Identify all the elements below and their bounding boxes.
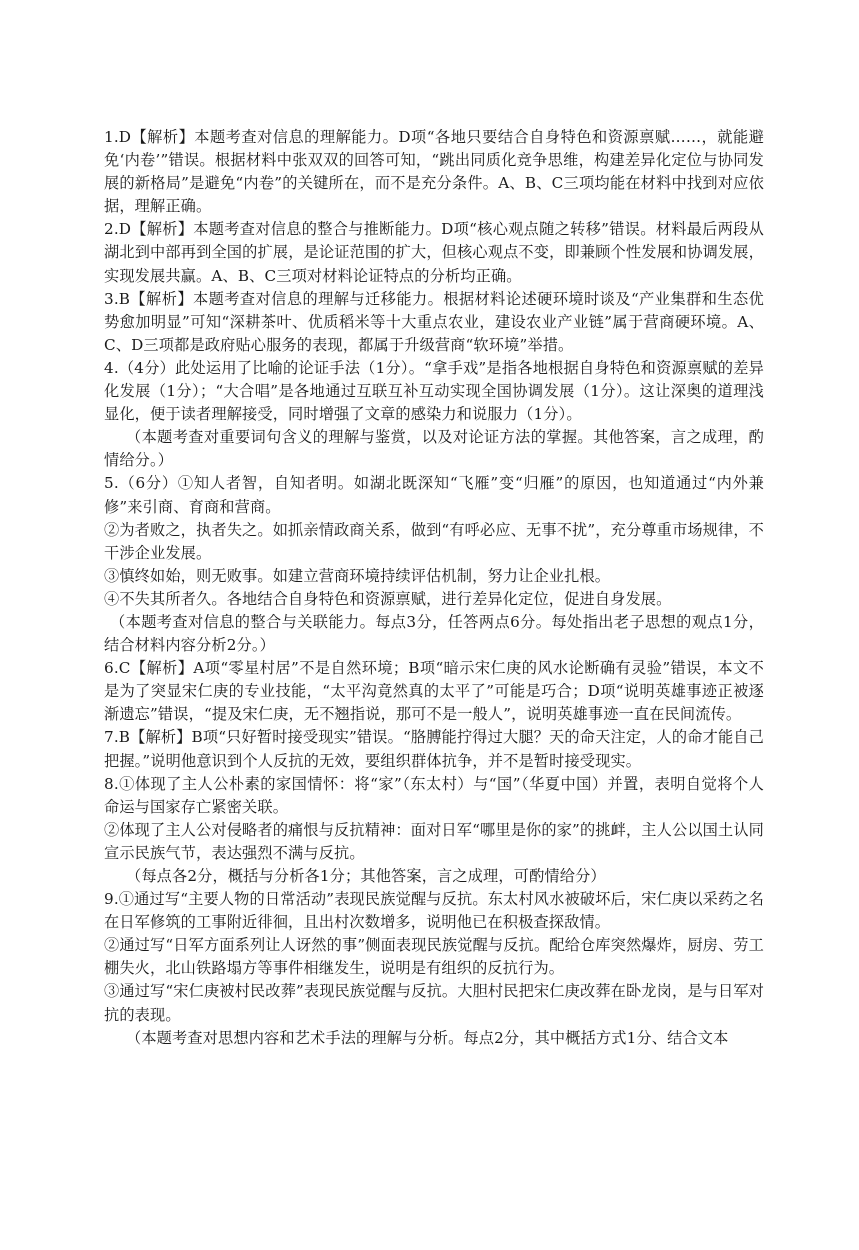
answer-q5-point-4: ④不失其所者久。各地结合自身特色和资源禀赋，进行差异化定位，促进自身发展。 — [104, 589, 672, 608]
answer-q4: 4.（4分）此处运用了比喻的论证手法（1分）。“拿手戏”是指各地根据自身特色和资源禀赋的差异化发展（1分）；“大合唱”是各地通过互联互补互动实现全国协调发展（1分）。这让深奥的道理浅显化，便于读者理解接受，同时增强了文章的感染力和说服力（1分）。 — [104, 358, 764, 424]
answer-q7: 7.B【解析】B项“只好暂时接受现实”错误。“胳膊能拧得过大腿？天的命天注定，人的命才能自己把握。”说明他意识到个人反抗的无效，要组织群体抗争，并不是暂时接受现实。 — [104, 728, 764, 770]
answer-q9-point-1: 9.①通过写“主要人物的日常活动”表现民族觉醒与反抗。东太村风水被破坏后，宋仁庚以采药之名在日军修筑的工事附近徘徊，且出村次数增多，说明他已在积极查探敌情。 — [104, 890, 764, 932]
answer-q9-point-3: ③通过写“宋仁庚被村民改葬”表现民族觉醒与反抗。大胆村民把宋仁庚改葬在卧龙岗，是与日军对抗的表现。 — [104, 982, 765, 1024]
answer-q8-note: （每点各2分，概括与分析各1分；其他答案，言之成理，可酌情给分） — [126, 867, 606, 885]
answer-q3: 3.B【解析】本题考查对信息的理解与迁移能力。根据材料论述硬环境时谈及“产业集群和生态优势愈加明显”可知“深耕茶叶、优质稻米等十大重点农业，建设农业产业链”属于营商硬环境。A、C、D三项都是政府贴心服务的表现，都属于升级营商“软环境”举措。 — [104, 289, 764, 354]
answer-q2: 2.D【解析】本题考查对信息的整合与推断能力。D项“核心观点随之转移”错误。材料最后两段从湖北到中部再到全国的扩展，是论证范围的扩大，但核心观点不变，即兼顾个性发展和协调发展，实现发展共赢。A、B、C三项对材料论证特点的分析均正确。 — [104, 220, 764, 285]
answer-q1: 1.D【解析】本题考查对信息的理解能力。D项“各地只要结合自身特色和资源禀赋……，就能避免‘内卷’”错误。根据材料中张双双的回答可知，“跳出同质化竞争思维，构建差异化定位与协同发展的新格局”是避免“内卷”的关键所在，而不是充分条件。A、B、C三项均能在材料中找到对应依据，理解正确。 — [104, 128, 764, 216]
answer-q8-point-1: 8.①体现了主人公朴素的家国情怀：将“家”（东太村）与“国”（华夏中国）并置，表明自觉将个人命运与国家存亡紧密关联。 — [104, 774, 764, 816]
answer-q8-point-2: ②体现了主人公对侵略者的痛恨与反抗精神：面对日军“哪里是你的家”的挑衅，主人公以国土认同宣示民族气节，表达强烈不满与反抗。 — [104, 820, 765, 862]
answer-q5-point-2: ②为者败之，执者失之。如抓亲情政商关系，做到“有呼必应、无事不扰”，充分尊重市场规律，不干涉企业发展。 — [104, 520, 765, 562]
answer-document — [104, 126, 764, 1050]
answer-q9-point-2: ②通过写“日军方面系列让人讶然的事”侧面表现民族觉醒与反抗。配给仓库突然爆炸，厨房、劳工棚失火，北山铁路塌方等事件相继发生，说明是有组织的反抗行为。 — [104, 936, 765, 978]
answer-q5-note: （本题考查对信息的整合与关联能力。每点3分，任答两点6分。每处指出老子思想的观点1分，结合材料内容分析2分。） — [104, 612, 764, 655]
answer-q9-note: （本题考查对思想内容和艺术手法的理解与分析。每点2分，其中概括方式1分、结合文本 — [126, 1028, 729, 1047]
answer-q5: 5.（6分）①知人者智，自知者明。如湖北既深知“飞雁”变“归雁”的原因，也知道通过“内外兼修”来引商、育商和营商。 — [104, 474, 764, 516]
answer-q5-point-3: ③慎终如始，则无败事。如建立营商环境持续评估机制，努力让企业扎根。 — [104, 566, 611, 585]
answer-q6: 6.C【解析】A项“零星村居”不是自然环境；B项“暗示宋仁庚的风水论断确有灵验”错误，本文不是为了突显宋仁庚的专业技能，“太平沟竟然真的太平了”可能是巧合；D项“说明英雄事迹正被逐渐遗忘”错误，“提及宋仁庚，无不翘指说，那可不是一般人”，说明英雄事迹一直在民间流传。 — [104, 659, 764, 724]
answer-q4-note: （本题考查对重要词句含义的理解与鉴赏，以及对论证方法的掌握。其他答案，言之成理，酌情给分。） — [104, 428, 764, 470]
